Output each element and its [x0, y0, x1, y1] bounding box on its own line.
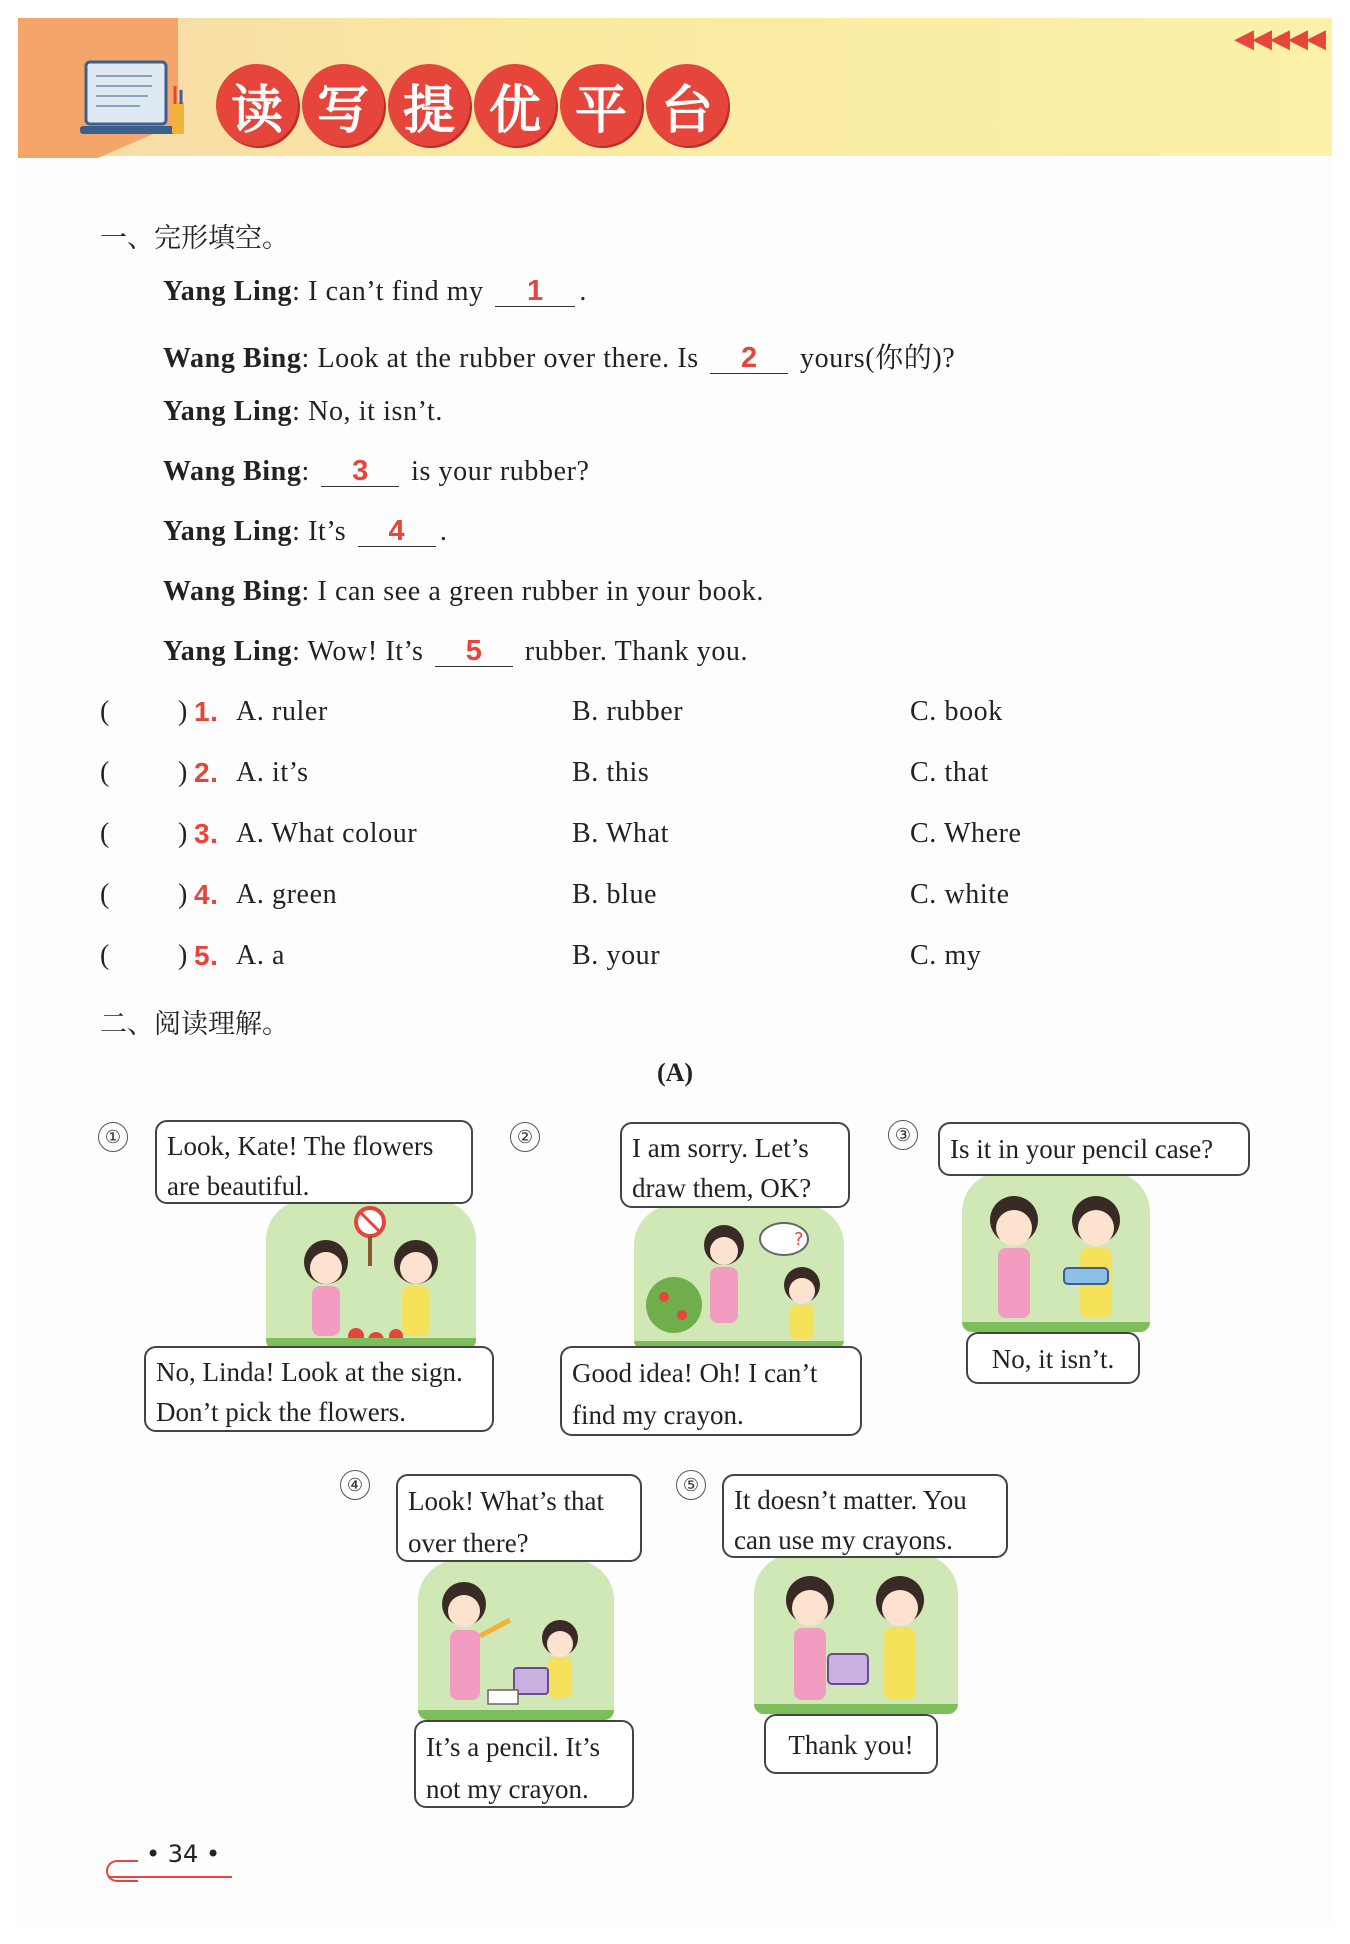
option-a: A. ruler [236, 696, 328, 727]
line-text: yours(你的)? [800, 343, 956, 374]
bubble-line: draw them, OK? [632, 1173, 812, 1203]
colon: : [292, 636, 301, 667]
speech-bubble [764, 1714, 938, 1774]
dialogue-line [163, 576, 764, 608]
option-a: A. it’s [236, 757, 309, 788]
speech-bubble [938, 1122, 1250, 1176]
dialogue-line [163, 396, 443, 428]
speech-bubble [620, 1122, 850, 1208]
bubble-line: Look, Kate! The flowers [167, 1131, 434, 1161]
girls-sharing-crayons-illustration [754, 1554, 958, 1714]
option-row [100, 696, 1200, 736]
panel-number: ③ [888, 1120, 918, 1150]
bubble-line: I am sorry. Let’s [632, 1133, 809, 1163]
line-text: Look at the rubber over there. Is [317, 343, 699, 374]
option-b: B. rubber [572, 696, 684, 727]
speaker: Wang Bing [163, 456, 302, 487]
speech-bubble [144, 1346, 494, 1432]
blank: 5 [435, 636, 513, 667]
question-number: 5. [194, 940, 219, 971]
page-title [216, 64, 728, 146]
section2-heading: 二、阅读理解。 [100, 1009, 289, 1040]
bubble-line: can use my crayons. [734, 1525, 953, 1555]
option-c: C. Where [910, 818, 1022, 849]
comic-panel-2 [634, 1205, 844, 1350]
speaker: Yang Ling [163, 396, 293, 427]
footer-decoration [106, 1860, 138, 1882]
answer-paren-close: ) [178, 879, 188, 910]
answer-paren-close: ) [178, 757, 188, 788]
option-row [100, 879, 1200, 919]
colon: : [292, 516, 301, 547]
arrows-decoration: ◀◀◀◀◀ [1234, 24, 1324, 54]
option-a: A. What colour [236, 818, 418, 849]
title-char: 优 [474, 64, 556, 146]
bubble-line: It doesn’t matter. You [734, 1485, 967, 1515]
option-b: B. this [572, 757, 650, 788]
line-text: I can see a green rubber in your book. [317, 576, 764, 607]
line-text: rubber. Thank you. [524, 636, 749, 667]
question-mark-icon: ? [794, 1229, 804, 1250]
title-char: 台 [646, 64, 728, 146]
question-number: 4. [194, 879, 219, 910]
bubble-line: No, Linda! Look at the sign. [156, 1357, 463, 1387]
blank: 1 [495, 276, 575, 307]
title-char: 读 [216, 64, 298, 146]
line-text: . [579, 276, 588, 307]
blank: 4 [358, 516, 436, 547]
title-char: 平 [560, 64, 642, 146]
bubble-line: are beautiful. [167, 1171, 310, 1201]
colon: : [292, 396, 301, 427]
answer-paren-open[interactable]: ( [100, 940, 110, 971]
speaker: Yang Ling [163, 276, 293, 307]
footer-underline [108, 1876, 232, 1878]
line-text: Wow! It’s [307, 636, 424, 667]
colon: : [301, 343, 310, 374]
girls-pencil-illustration [418, 1560, 614, 1720]
option-row [100, 757, 1200, 797]
laptop-icon [80, 56, 190, 156]
line-text: No, it isn’t. [308, 396, 443, 427]
panel-number: ④ [340, 1470, 370, 1500]
answer-paren-open[interactable]: ( [100, 696, 110, 727]
answer-paren-open[interactable]: ( [100, 757, 110, 788]
option-b: B. blue [572, 879, 658, 910]
speaker: Yang Ling [163, 516, 293, 547]
speech-bubble [396, 1474, 642, 1562]
bubble-line: It’s a pencil. It’s [426, 1732, 600, 1762]
option-c: C. book [910, 696, 1003, 727]
line-text: It’s [308, 516, 347, 547]
girls-drawing-illustration [634, 1205, 844, 1350]
answer-paren-open[interactable]: ( [100, 879, 110, 910]
speech-bubble [414, 1720, 634, 1808]
panel-number: ① [98, 1122, 128, 1152]
speaker: Wang Bing [163, 576, 302, 607]
comic-panel-5 [754, 1554, 958, 1714]
bubble-line: Is it in your pencil case? [950, 1134, 1214, 1164]
section1-heading: 一、完形填空。 [100, 223, 289, 254]
bubble-line: Look! What’s that [408, 1486, 604, 1516]
bubble-line: find my crayon. [572, 1400, 744, 1430]
option-row [100, 818, 1200, 858]
dialogue-line [163, 456, 590, 488]
line-text: is your rubber? [411, 456, 590, 487]
page-number: • 34 • [146, 1840, 221, 1868]
title-char: 写 [302, 64, 384, 146]
option-a: A. green [236, 879, 338, 910]
bubble-line: over there? [408, 1528, 529, 1558]
speaker: Yang Ling [163, 636, 293, 667]
option-c: C. that [910, 757, 989, 788]
speech-bubble [722, 1474, 1008, 1558]
speech-bubble [560, 1346, 862, 1436]
panel-number: ② [510, 1122, 540, 1152]
colon: : [301, 576, 310, 607]
bubble-line: No, it isn’t. [991, 1344, 1115, 1374]
question-number: 2. [194, 757, 219, 788]
girls-flowers-illustration [266, 1200, 476, 1350]
colon: : [301, 456, 310, 487]
dialogue-line [163, 636, 748, 668]
panel-number: ⑤ [676, 1470, 706, 1500]
blank: 3 [321, 456, 399, 487]
girls-pencil-case-illustration [962, 1172, 1150, 1332]
speech-bubble [155, 1120, 473, 1204]
bubble-line: Good idea! Oh! I can’t [572, 1358, 818, 1388]
option-row [100, 940, 1200, 980]
line-text: I can’t find my [308, 276, 484, 307]
bubble-line: Thank you! [788, 1730, 914, 1760]
title-char: 提 [388, 64, 470, 146]
answer-paren-close: ) [178, 818, 188, 849]
option-a: A. a [236, 940, 286, 971]
speech-bubble [966, 1332, 1140, 1384]
option-b: B. What [572, 818, 670, 849]
answer-paren-close: ) [178, 940, 188, 971]
dialogue-line [163, 276, 587, 308]
line-text: . [439, 516, 448, 547]
option-b: B. your [572, 940, 661, 971]
colon: : [292, 276, 301, 307]
bubble-line: not my crayon. [426, 1774, 589, 1804]
bubble-line: Don’t pick the flowers. [156, 1397, 406, 1427]
part-label: (A) [656, 1058, 694, 1087]
blank: 2 [710, 343, 788, 374]
option-c: C. white [910, 879, 1010, 910]
dialogue-line [163, 336, 955, 376]
answer-paren-open[interactable]: ( [100, 818, 110, 849]
dialogue-line [163, 516, 448, 548]
speaker: Wang Bing [163, 343, 302, 374]
option-c: C. my [910, 940, 982, 971]
answer-paren-close: ) [178, 696, 188, 727]
question-number: 1. [194, 696, 219, 727]
comic-panel-1 [266, 1200, 476, 1350]
comic-panel-3 [962, 1172, 1150, 1332]
question-number: 3. [194, 818, 219, 849]
comic-panel-4 [418, 1560, 614, 1720]
